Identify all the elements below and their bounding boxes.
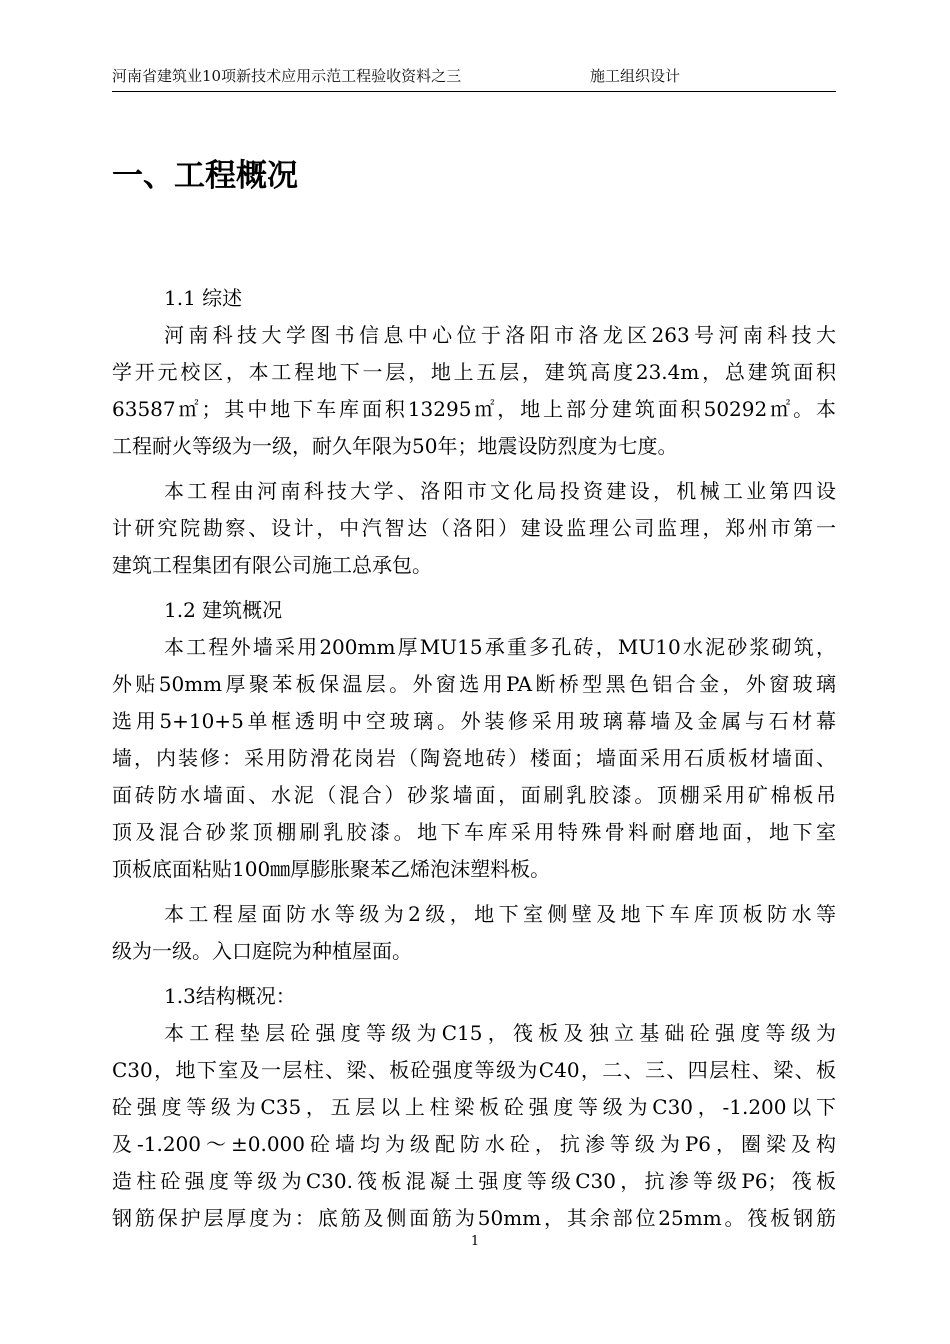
header-section-title: 施工组织设计: [590, 67, 681, 85]
paragraph-line: 顶及混合砂浆顶棚刷乳胶漆。地下车库采用特殊骨料耐磨地面，地下室: [112, 820, 836, 844]
paragraph-line: 墙，内装修：采用防滑花岗岩（陶瓷地砖）楼面；墙面采用石质板材墙面、: [112, 746, 836, 770]
paragraph-gap: [112, 584, 836, 592]
paragraph-line: 外贴50mm厚聚苯板保温层。外窗选用PA断桥型黑色铝合金，外窗玻璃: [112, 672, 836, 696]
paragraph-line: 学开元校区，本工程地下一层，地上五层，建筑高度23.4m，总建筑面积: [112, 360, 836, 384]
section-heading: 1.1 综述: [164, 286, 243, 310]
page-number: 1: [470, 1234, 480, 1249]
paragraph-line: 砼强度等级为C35，五层以上柱梁板砼强度等级为C30，-1.200以下: [112, 1095, 836, 1119]
paragraph-line: 本工程外墙采用200mm厚MU15承重多孔砖，MU10水泥砂浆砌筑，: [164, 635, 836, 659]
paragraph-line: C30，地下室及一层柱、梁、板砼强度等级为C40，二、三、四层柱、梁、板: [112, 1058, 836, 1082]
paragraph-line: 河南科技大学图书信息中心位于洛阳市洛龙区263号河南科技大: [164, 323, 836, 347]
paragraph-line: 建筑工程集团有限公司施工总承包。: [112, 553, 432, 577]
paragraph-line: 本工程垫层砼强度等级为C15，筏板及独立基础砼强度等级为: [164, 1021, 836, 1045]
chapter-title: 一、工程概况: [112, 158, 298, 194]
paragraph-line: 钢筋保护层厚度为：底筋及侧面筋为50mm，其余部位25mm。筏板钢筋: [112, 1206, 836, 1230]
paragraph-gap: [112, 888, 836, 896]
paragraph-line: 级为一级。入口庭院为种植屋面。: [112, 939, 412, 963]
section-heading: 1.3结构概况：: [164, 984, 296, 1008]
paragraph-line: 63587㎡；其中地下车库面积13295㎡，地上部分建筑面积50292㎡。本: [112, 397, 836, 421]
paragraph-line: 选用5+10+5单框透明中空玻璃。外装修采用玻璃幕墙及金属与石材幕: [112, 709, 836, 733]
paragraph-line: 面砖防水墙面、水泥（混合）砂浆墙面，面刷乳胶漆。顶棚采用矿棉板吊: [112, 783, 836, 807]
paragraph-line: 工程耐火等级为一级，耐久年限为50年；地震设防烈度为七度。: [112, 434, 678, 458]
paragraph-gap: [112, 970, 836, 978]
paragraph-line: 及-1.200～±0.000砼墙均为级配防水砼，抗渗等级为P6，圈梁及构: [112, 1132, 836, 1156]
header-document-title: 河南省建筑业10项新技术应用示范工程验收资料之三: [112, 67, 462, 85]
paragraph-line: 本工程屋面防水等级为2级，地下室侧壁及地下车库顶板防水等: [164, 902, 836, 926]
paragraph-gap: [112, 465, 836, 473]
paragraph-line: 顶板底面粘贴100㎜厚膨胀聚苯乙烯泡沫塑料板。: [112, 857, 551, 881]
paragraph-line: 计研究院勘察、设计，中汽智达（洛阳）建设监理公司监理，郑州市第一: [112, 516, 836, 540]
body-text: [112, 280, 836, 1237]
paragraph-line: 造柱砼强度等级为C30.筏板混凝土强度等级C30，抗渗等级P6；筏板: [112, 1169, 836, 1193]
section-heading: 1.2 建筑概况: [164, 598, 283, 622]
paragraph-line: 本工程由河南科技大学、洛阳市文化局投资建设，机械工业第四设: [164, 479, 836, 503]
page-header: [112, 66, 836, 92]
